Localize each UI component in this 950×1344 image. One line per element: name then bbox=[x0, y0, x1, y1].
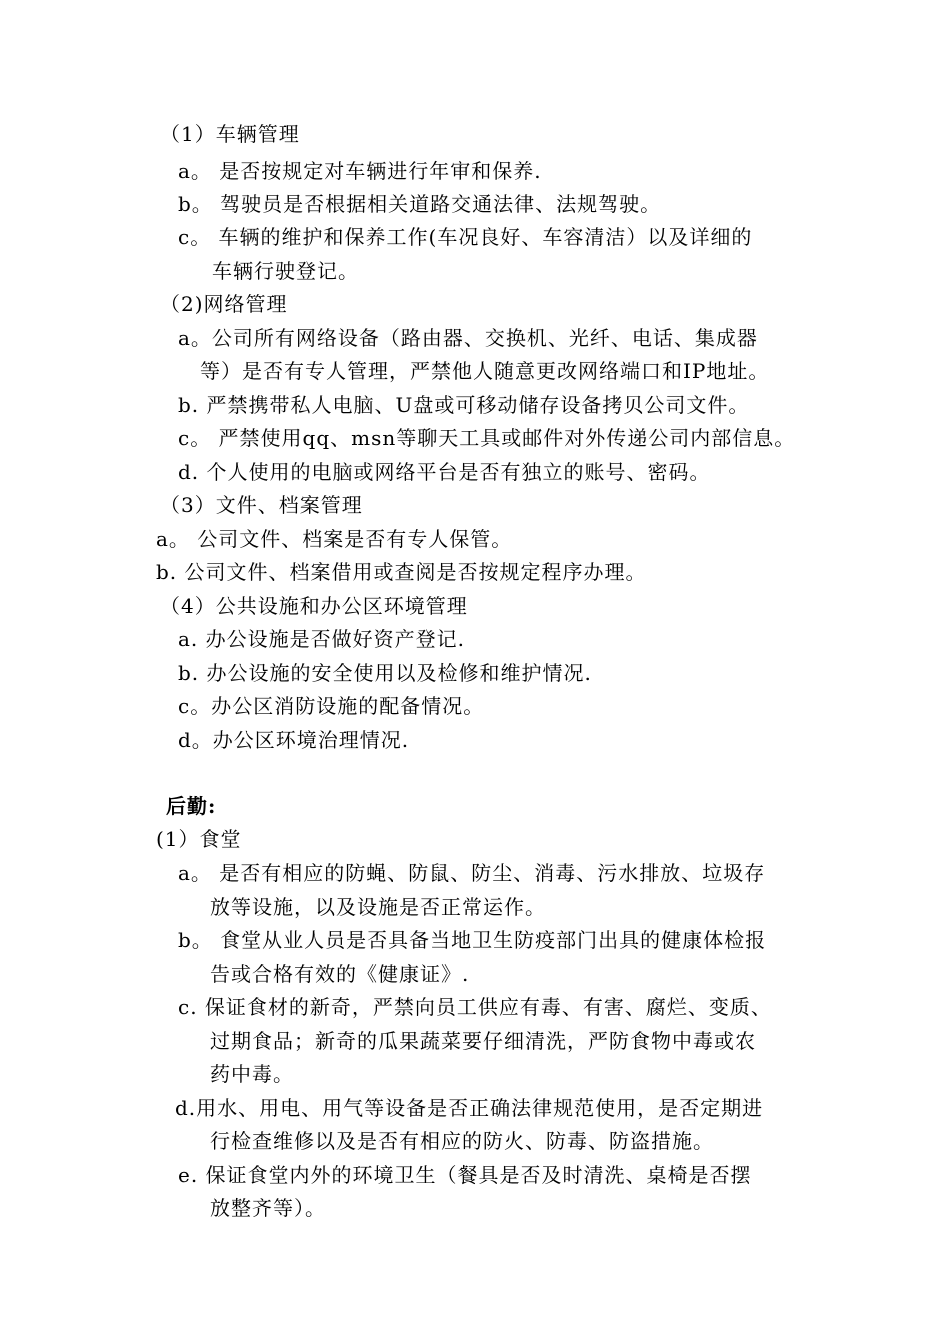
section-heading-documents: （3）文件、档案管理 bbox=[160, 493, 363, 517]
list-item: c。 严禁使用qq、msn等聊天工具或邮件对外传递公司内部信息。 bbox=[178, 426, 796, 450]
list-item: b. 办公设施的安全使用以及检修和维护情况. bbox=[178, 661, 592, 685]
section-heading-canteen: (1）食堂 bbox=[156, 827, 242, 851]
list-item-continuation: 等）是否有专人管理，严禁他人随意更改网络端口和IP地址。 bbox=[200, 359, 770, 383]
list-item: d。办公区环境治理情况. bbox=[178, 728, 410, 752]
list-item: d. 个人使用的电脑或网络平台是否有独立的账号、密码。 bbox=[178, 460, 711, 484]
list-item: a。公司所有网络设备（路由器、交换机、光纤、电话、集成器 bbox=[178, 326, 758, 350]
list-item-continuation: 车辆行驶登记。 bbox=[212, 259, 359, 283]
section-heading-network: （2)网络管理 bbox=[160, 292, 288, 316]
list-item: d.用水、用电、用气等设备是否正确法律规范使用，是否定期进 bbox=[175, 1096, 764, 1120]
list-item: e. 保证食堂内外的环境卫生（餐具是否及时清洗、桌椅是否摆 bbox=[178, 1163, 752, 1187]
list-item: a。 是否有相应的防蝇、防鼠、防尘、消毒、污水排放、垃圾存 bbox=[178, 861, 766, 885]
list-item: a。 公司文件、档案是否有专人保管。 bbox=[156, 527, 513, 551]
list-item-continuation: 行检查维修以及是否有相应的防火、防毒、防盗措施。 bbox=[210, 1129, 714, 1153]
list-item: a. 办公设施是否做好资产登记. bbox=[178, 627, 465, 651]
list-item-continuation: 过期食品；新奇的瓜果蔬菜要仔细清洗，严防食物中毒或农 bbox=[210, 1029, 756, 1053]
list-item-continuation: 放整齐等）。 bbox=[210, 1196, 326, 1220]
logistics-title: 后勤: bbox=[166, 794, 217, 818]
list-item-continuation: 放等设施，以及设施是否正常运作。 bbox=[210, 895, 546, 919]
list-item: c。办公区消防设施的配备情况。 bbox=[178, 694, 485, 718]
list-item: b。 食堂从业人员是否具备当地卫生防疫部门出具的健康体检报 bbox=[178, 928, 767, 952]
list-item-continuation: 告或合格有效的《健康证》. bbox=[210, 962, 470, 986]
section-heading-vehicle: （1）车辆管理 bbox=[160, 122, 300, 146]
list-item: a。 是否按规定对车辆进行年审和保养. bbox=[178, 159, 542, 183]
list-item: b. 公司文件、档案借用或查阅是否按规定程序办理。 bbox=[156, 560, 647, 584]
list-item: b。 驾驶员是否根据相关道路交通法律、法规驾驶。 bbox=[178, 192, 662, 216]
list-item-continuation: 药中毒。 bbox=[210, 1062, 294, 1086]
list-item: c. 保证食材的新奇，严禁向员工供应有毒、有害、腐烂、变质、 bbox=[178, 995, 772, 1019]
list-item: b. 严禁携带私人电脑、U盘或可移动储存设备拷贝公司文件。 bbox=[178, 393, 750, 417]
section-heading-facilities: （4）公共设施和办公区环境管理 bbox=[160, 594, 468, 618]
list-item: c。 车辆的维护和保养工作(车况良好、车容清洁）以及详细的 bbox=[178, 225, 753, 249]
